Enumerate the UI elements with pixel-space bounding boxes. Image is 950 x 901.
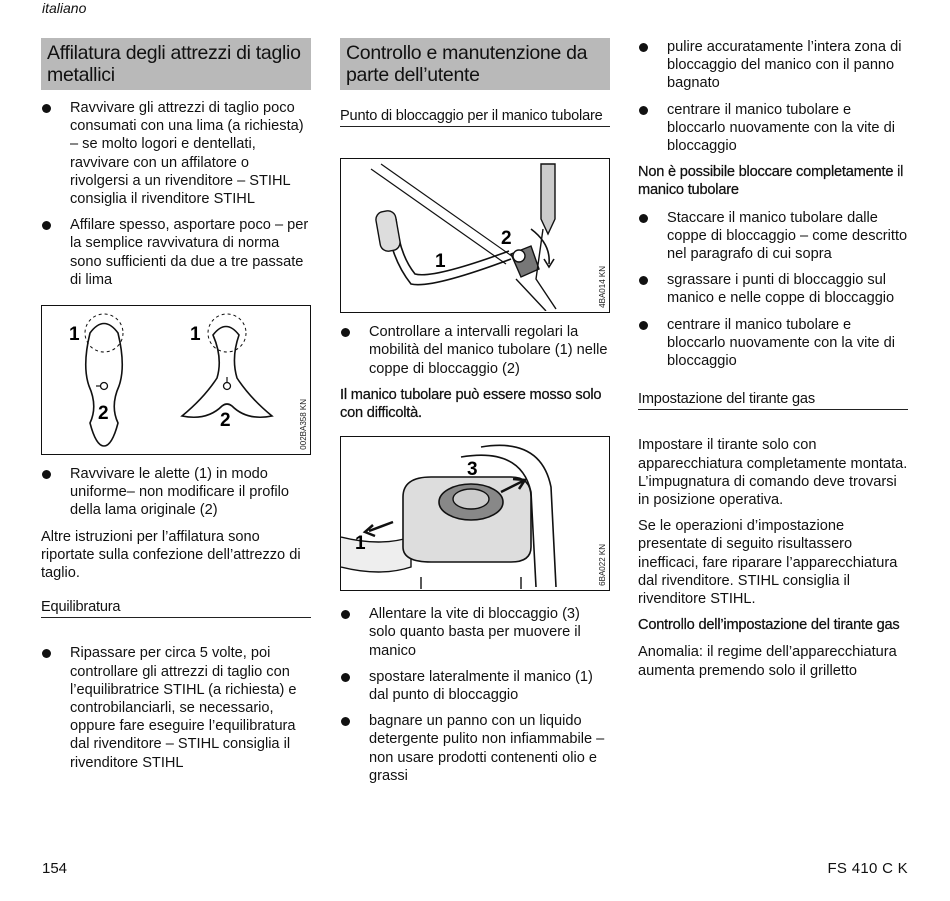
emphasis-solo: solo [768, 662, 796, 679]
figure-label: 2 [501, 228, 512, 250]
figure-label: 1 [435, 251, 446, 273]
figure-label: 1 [69, 324, 80, 346]
paragraph: Impostare il tirante solo con apparecchiatura completamente montata. L’impugnatura di comando deve trovarsi in posizione operativa. [638, 437, 908, 509]
bullet-item: Ripassare per circa 5 volte, poi controllare gli attrezzi di taglio con l’equilibratrice STIHL (a richiesta) e controbilanciarli, se necessario, oppure fare eseguire l’equilibratura dal rivenditore – STIHL consiglia il rivenditore STIHL [41, 644, 311, 771]
subheading-clamp-point: Punto di bloccaggio per il manico tubolare [340, 107, 610, 127]
bullet-item: Ravvivare gli attrezzi di taglio poco consumati con una lima (a richiesta) – se molto logori e dentellati, ravvivare con un affilatore o rivolgersi a un rivenditore – STIHL consiglia il rivenditore STIHL [41, 99, 311, 208]
bullet-item: Ravvivare le alette (1) in modo uniforme– non modificare il profilo della lama originale (2) [41, 465, 311, 520]
bullet-item: Affilare spesso, asportare poco – per la semplice ravvivatura di norma sono sufficienti da due a tre passate di lima [41, 216, 311, 289]
bullet-item: pulire accuratamente l’intera zona di bloccaggio del manico con il panno bagnato [638, 38, 908, 93]
bold-note: Controllo dell’impostazione del tirante gas [638, 617, 900, 634]
handle-illustration [341, 159, 608, 311]
bullet-item: centrare il manico tubolare e bloccarlo nuovamente con la vite di bloccaggio [638, 101, 908, 156]
subheading-balancing: Equilibratura [41, 598, 311, 618]
figure-label: 2 [98, 403, 109, 425]
figure-code: 4BA014 KN [598, 266, 607, 309]
bullet-item: Controllare a intervalli regolari la mobilità del manico tubolare (1) nelle coppe di bloccaggio (2) [340, 323, 610, 378]
paragraph [638, 643, 908, 679]
figure-code: 6BA022 KN [598, 544, 607, 587]
subheading-throttle-cable: Impostazione del tirante gas [638, 390, 908, 410]
figure-label: 3 [467, 459, 478, 481]
paragraph: Altre istruzioni per l’affilatura sono riportate sulla confezione dell’attrezzo di taglio. [41, 528, 301, 582]
section-title-maintenance: Controllo e manutenzione da parte dell’utente [340, 38, 610, 90]
bullet-item: spostare lateralmente il manico (1) dal punto di bloccaggio [340, 668, 610, 704]
figure-code: 002BA358 KN [299, 399, 308, 451]
figure-handle-clamp [340, 158, 610, 313]
bullet-item: Staccare il manico tubolare dalle coppe di bloccaggio – come descritto nel paragrafo di cui sopra [638, 209, 908, 264]
column-left [41, 38, 311, 780]
language-label: italiano [42, 0, 87, 16]
bullet-item: sgrassare i punti di bloccaggio sul manico e nelle coppe di bloccaggio [638, 271, 908, 307]
bold-note: Non è possibile bloccare completamente il manico tubolare [638, 164, 904, 199]
paragraph: Se le operazioni d’impostazione presentate di seguito risultassero inefficaci, fare riparare l’apparecchiatura dal rivenditore. STIHL consiglia il rivenditore STIHL. [638, 518, 898, 608]
column-right [638, 38, 908, 688]
text-run: Anomalia: il regime dell’apparecchiatura aumenta premendo [638, 644, 897, 679]
figure-clamp-screw [340, 436, 610, 591]
blade-illustration [42, 306, 309, 453]
clamp-illustration [341, 437, 608, 589]
figure-label: 1 [355, 533, 366, 555]
figure-label: 1 [190, 324, 201, 346]
figure-blade-sharpening [41, 305, 311, 455]
model-name: FS 410 C K [827, 860, 908, 877]
column-middle [340, 38, 610, 793]
section-title-sharpening: Affilatura degli attrezzi di taglio metallici [41, 38, 311, 90]
bullet-item: centrare il manico tubolare e bloccarlo nuovamente con la vite di bloccaggio [638, 316, 908, 371]
figure-label: 2 [220, 410, 231, 432]
bullet-item: Allentare la vite di bloccaggio (3) solo quanto basta per muovere il manico [340, 605, 610, 660]
bullet-item: bagnare un panno con un liquido detergente pulito non infiammabile – non usare prodotti contenenti olio e grassi [340, 712, 610, 785]
bold-note: Il manico tubolare può essere mosso solo con difficoltà. [340, 386, 602, 422]
page-number: 154 [42, 860, 68, 877]
text-run: il grilletto [795, 662, 858, 679]
